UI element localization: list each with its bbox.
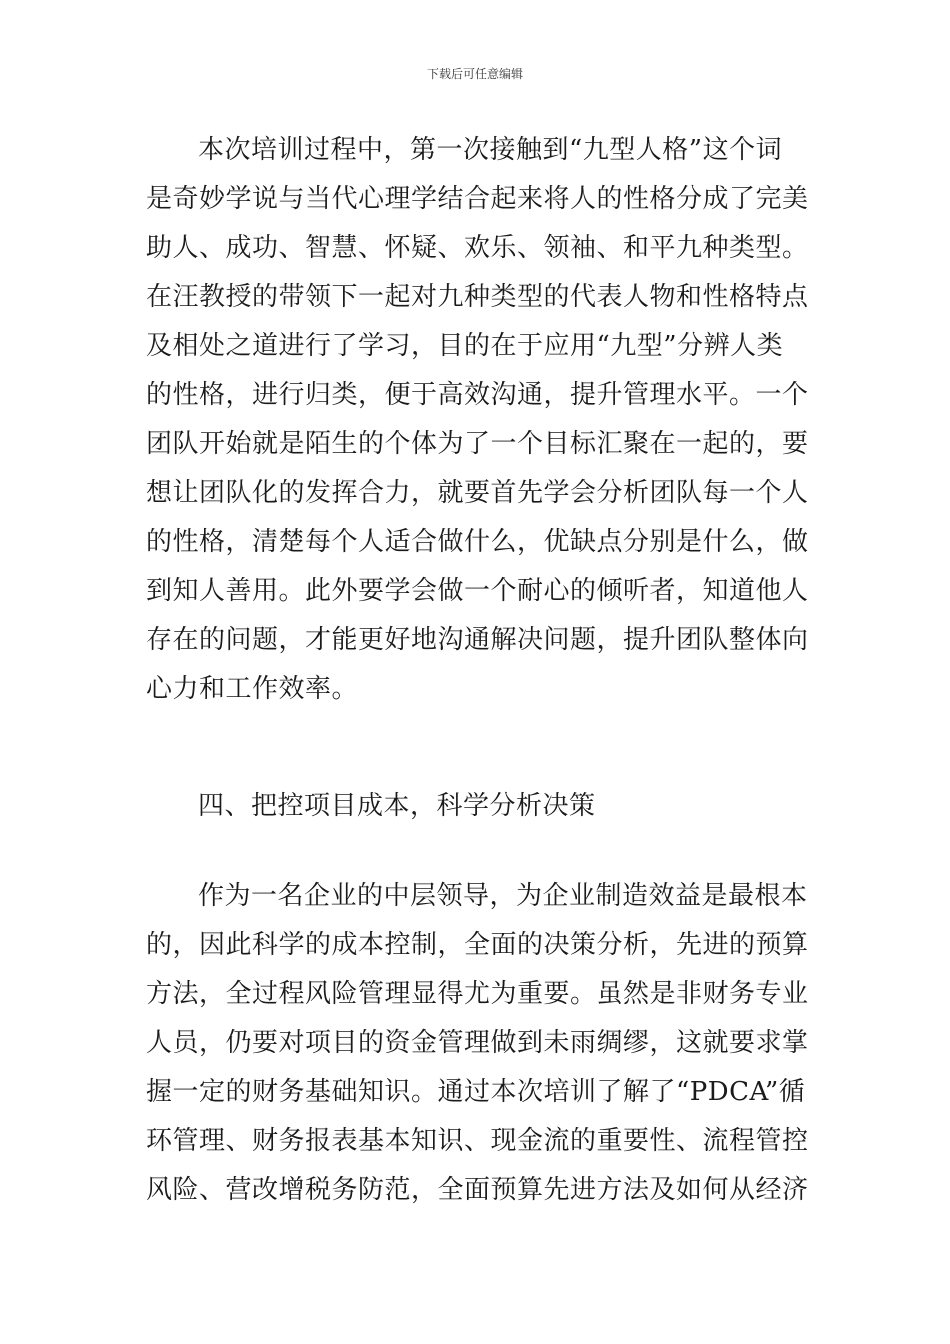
text-line: 的性格，进行归类，便于高效沟通，提升管理水平。一个 xyxy=(146,380,809,410)
text-line: 团队开始就是陌生的个体为了一个目标汇聚在一起的，要 xyxy=(146,429,809,459)
text-line: 到知人善用。此外要学会做一个耐心的倾听者，知道他人 xyxy=(146,576,809,606)
section-heading-cost-control xyxy=(146,782,814,831)
text-line: 作为一名企业的中层领导，为企业制造效益是最根本 xyxy=(198,881,808,911)
text-line: 的性格，清楚每个人适合做什么，优缺点分别是什么，做 xyxy=(146,527,809,557)
paragraph-nine-personality-types xyxy=(146,126,814,714)
paragraph-cost-control xyxy=(146,872,814,1215)
text-line: 想让团队化的发挥合力，就要首先学会分析团队每一个人 xyxy=(146,478,809,508)
text-line: 及相处之道进行了学习，目的在于应用“九型”分辨人类 xyxy=(146,331,784,361)
text-line: 是奇妙学说与当代心理学结合起来将人的性格分成了完美 xyxy=(146,184,809,214)
section-heading: 四、把控项目成本，科学分析决策 xyxy=(198,791,596,821)
text-line: 助人、成功、智慧、怀疑、欢乐、领袖、和平九种类型。 xyxy=(146,233,809,263)
page-header: 下载后可任意编辑 xyxy=(426,67,523,81)
text-line: 环管理、财务报表基本知识、现金流的重要性、流程管控 xyxy=(146,1126,809,1156)
text-line: 方法，全过程风险管理显得尤为重要。虽然是非财务专业 xyxy=(146,979,809,1009)
text-line: 心力和工作效率。 xyxy=(146,674,359,704)
text-line: 的，因此科学的成本控制，全面的决策分析，先进的预算 xyxy=(146,930,809,960)
text-line: 在汪教授的带领下一起对九种类型的代表人物和性格特点 xyxy=(146,282,809,312)
text-line: 存在的问题，才能更好地沟通解决问题，提升团队整体向 xyxy=(146,625,809,655)
text-line: 人员，仍要对项目的资金管理做到未雨绸缪，这就要求掌 xyxy=(146,1028,809,1058)
text-line: 本次培训过程中，第一次接触到“九型人格”这个词 xyxy=(198,135,783,165)
text-line: 风险、营改增税务防范，全面预算先进方法及如何从经济 xyxy=(146,1175,809,1205)
text-line: 握一定的财务基础知识。通过本次培训了解了“PDCA”循 xyxy=(146,1077,806,1107)
